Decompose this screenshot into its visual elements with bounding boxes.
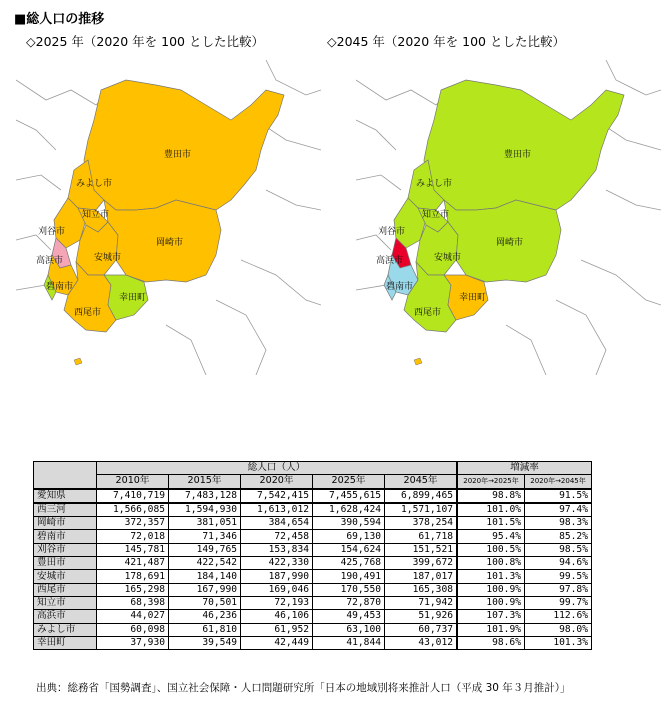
table-row [34,489,592,503]
table-cell-population: 69,130 [313,530,385,543]
table-header-year: 2025年 [313,475,385,489]
table-cell-rate: 98.0% [525,623,592,636]
label-nishio: 西尾市 [414,308,442,318]
table-cell-rate: 101.0% [457,503,525,517]
table-cell-population: 425,768 [313,557,385,570]
table-cell-population: 7,455,615 [313,489,385,503]
label-takahama: 高浜市 [376,256,404,266]
table-header-year: 2020年 [241,475,313,489]
population-table [33,461,592,650]
table-cell-population: 6,899,465 [385,489,458,503]
table-cell-name: 愛知県 [34,489,97,503]
table-cell-population: 71,346 [169,530,241,543]
table-cell-population: 187,990 [241,570,313,583]
table-cell-rate: 100.9% [457,596,525,609]
map-2025-subtitle: ◇2025 年（2020 年を 100 とした比較） [26,34,264,49]
label-okazaki: 岡崎市 [156,238,184,248]
table-cell-rate: 97.8% [525,583,592,596]
table-cell-population: 37,930 [97,636,169,649]
table-header-rate-col: 2020年→2045年 [525,475,592,489]
table-row [34,623,592,636]
table-cell-population: 421,487 [97,557,169,570]
table-cell-rate: 98.5% [525,543,592,556]
table-cell-population: 7,410,719 [97,489,169,503]
table-cell-name: みよし市 [34,623,97,636]
table-cell-population: 384,654 [241,517,313,530]
table-header-year: 2045年 [385,475,458,489]
table-cell-population: 154,624 [313,543,385,556]
table-row [34,557,592,570]
table-cell-population: 149,765 [169,543,241,556]
table-row [34,596,592,609]
table-header-rate-col: 2020年→2025年 [457,475,525,489]
table-cell-population: 7,542,415 [241,489,313,503]
table-row [34,583,592,596]
map-2025 [16,60,321,375]
label-toyota: 豊田市 [164,150,192,160]
table-cell-rate: 107.3% [457,610,525,623]
table-cell-population: 72,193 [241,596,313,609]
table-cell-name: 幸田町 [34,636,97,649]
table-cell-population: 1,628,424 [313,503,385,517]
table-cell-population: 178,691 [97,570,169,583]
table-cell-rate: 101.3% [525,636,592,649]
label-anjo: 安城市 [94,253,122,263]
table-cell-name: 刈谷市 [34,543,97,556]
table-cell-population: 378,254 [385,517,458,530]
table-cell-name: 高浜市 [34,610,97,623]
map-2045 [356,60,661,375]
table-cell-rate: 101.5% [457,517,525,530]
table-cell-population: 42,449 [241,636,313,649]
table-cell-rate: 98.3% [525,517,592,530]
table-cell-population: 60,737 [385,623,458,636]
label-kariya: 刈谷市 [38,227,66,237]
label-anjo: 安城市 [434,253,462,263]
table-cell-population: 72,018 [97,530,169,543]
table-cell-rate: 100.9% [457,583,525,596]
table-cell-population: 61,718 [385,530,458,543]
table-cell-rate: 98.6% [457,636,525,649]
table-header-rate: 増減率 [457,462,592,475]
table-row [34,570,592,583]
table-header-blank [34,462,97,489]
table-cell-population: 43,012 [385,636,458,649]
table-row [34,530,592,543]
label-takahama: 高浜市 [36,256,64,266]
table-cell-population: 61,952 [241,623,313,636]
table-cell-population: 72,870 [313,596,385,609]
table-row [34,517,592,530]
table-row [34,636,592,649]
table-cell-population: 372,357 [97,517,169,530]
label-chiryu: 知立市 [82,210,110,220]
table-cell-name: 豊田市 [34,557,97,570]
table-row [34,610,592,623]
table-cell-population: 51,926 [385,610,458,623]
table-cell-population: 46,236 [169,610,241,623]
table-cell-population: 1,613,012 [241,503,313,517]
table-cell-population: 63,100 [313,623,385,636]
table-cell-population: 44,027 [97,610,169,623]
page-title: ■総人口の推移 [14,12,105,27]
table-header-year: 2010年 [97,475,169,489]
table-cell-population: 399,672 [385,557,458,570]
table-cell-population: 61,810 [169,623,241,636]
table-cell-population: 41,844 [313,636,385,649]
table-cell-population: 167,990 [169,583,241,596]
table-header-year: 2015年 [169,475,241,489]
table-cell-rate: 85.2% [525,530,592,543]
table-cell-population: 71,942 [385,596,458,609]
table-cell-population: 70,501 [169,596,241,609]
table-cell-population: 49,453 [313,610,385,623]
table-cell-population: 187,017 [385,570,458,583]
table-row [34,503,592,517]
table-cell-population: 165,298 [97,583,169,596]
table-cell-name: 岡崎市 [34,517,97,530]
label-hekinan: 碧南市 [386,282,414,292]
table-cell-rate: 99.5% [525,570,592,583]
table-cell-population: 145,781 [97,543,169,556]
table-cell-population: 422,330 [241,557,313,570]
table-cell-rate: 91.5% [525,489,592,503]
table-cell-rate: 100.8% [457,557,525,570]
label-nishio: 西尾市 [74,308,102,318]
table-cell-rate: 95.4% [457,530,525,543]
map-2045-subtitle: ◇2045 年（2020 年を 100 とした比較） [327,34,565,49]
table-cell-population: 60,098 [97,623,169,636]
table-header-group-row [34,462,592,475]
table-cell-population: 170,550 [313,583,385,596]
table-cell-name: 西三河 [34,503,97,517]
table-cell-rate: 101.3% [457,570,525,583]
table-cell-population: 422,542 [169,557,241,570]
table-cell-population: 39,549 [169,636,241,649]
table-header-total: 総人口（人） [97,462,458,475]
table-cell-population: 72,458 [241,530,313,543]
table-cell-rate: 94.6% [525,557,592,570]
table-cell-population: 390,594 [313,517,385,530]
table-cell-rate: 101.9% [457,623,525,636]
table-cell-rate: 98.8% [457,489,525,503]
table-cell-population: 381,051 [169,517,241,530]
table-body [34,489,592,650]
label-chiryu: 知立市 [422,210,450,220]
source-note: 出典：総務省「国勢調査」、国立社会保障・人口問題研究所「日本の地域別将来推計人口（平成 30 年３月推計）」 [36,682,571,694]
table-cell-name: 安城市 [34,570,97,583]
table-cell-population: 190,491 [313,570,385,583]
label-miyoshi: みよし市 [76,179,113,189]
label-kariya: 刈谷市 [378,227,406,237]
table-cell-population: 1,566,085 [97,503,169,517]
table-cell-rate: 112.6% [525,610,592,623]
table-cell-population: 169,046 [241,583,313,596]
label-hekinan: 碧南市 [46,282,74,292]
table-cell-population: 153,834 [241,543,313,556]
label-kota: 幸田町 [459,293,487,303]
label-miyoshi: みよし市 [416,179,453,189]
table-cell-population: 46,106 [241,610,313,623]
region-toyota [84,80,284,210]
label-kota: 幸田町 [119,293,147,303]
table-cell-population: 184,140 [169,570,241,583]
table-cell-population: 151,521 [385,543,458,556]
table-cell-population: 165,308 [385,583,458,596]
table-cell-population: 1,571,107 [385,503,458,517]
table-cell-rate: 97.4% [525,503,592,517]
table-cell-population: 7,483,128 [169,489,241,503]
table-cell-name: 知立市 [34,596,97,609]
table-row [34,543,592,556]
table-cell-population: 1,594,930 [169,503,241,517]
table-header-row [34,475,592,489]
label-toyota: 豊田市 [504,150,532,160]
table-cell-name: 西尾市 [34,583,97,596]
table-cell-population: 68,398 [97,596,169,609]
table-cell-name: 碧南市 [34,530,97,543]
table-cell-rate: 99.7% [525,596,592,609]
table-cell-rate: 100.5% [457,543,525,556]
label-okazaki: 岡崎市 [496,238,524,248]
region-toyota [424,80,624,210]
